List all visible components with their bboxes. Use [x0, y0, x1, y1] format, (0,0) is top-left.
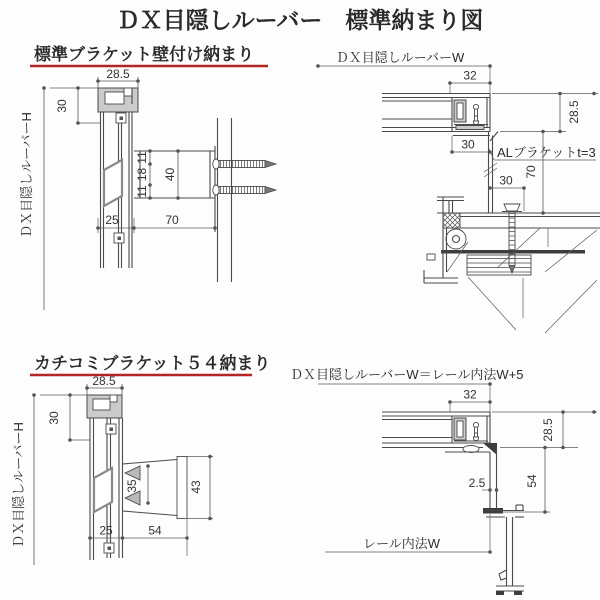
washer-icon — [446, 229, 466, 249]
axis-louver-h — [19, 86, 46, 310]
dim-cap-height — [40, 393, 90, 442]
dim-text-cap-height: 30 — [55, 99, 69, 113]
section-heading-wall-bracket: 標準ブラケット壁付け納まり — [34, 45, 255, 64]
al-bracket-note — [489, 145, 596, 160]
frame-cap-profile — [98, 88, 138, 112]
wall-bracket-drawing — [19, 44, 276, 310]
dim-louver-thickness — [492, 92, 598, 134]
mini-screw-icon — [473, 116, 478, 125]
rail-profile — [486, 505, 524, 595]
kachikomi-bracket-body — [123, 457, 188, 557]
dim-text-bracket-span: 40 — [163, 167, 177, 182]
screw-icon — [213, 159, 276, 169]
dim-cap-width — [96, 67, 140, 88]
dim-text-seg-bot: 11 — [135, 185, 149, 198]
screw-icon — [213, 185, 276, 195]
dim-text-frame-depth: 25 — [99, 523, 113, 538]
louver-w-bottom-drawing — [290, 367, 597, 595]
dim-cap-height — [50, 86, 100, 125]
louver-w-formula-label: ＤＸ目隠しルーバーW＝レール内法W+5 — [290, 367, 524, 382]
louver-section — [382, 94, 498, 142]
dim-text-louver-thickness: 28.5 — [567, 100, 581, 124]
mini-screw-icon — [473, 433, 478, 441]
dim-text-cap-height: 30 — [47, 411, 61, 425]
frame-profile — [101, 112, 133, 268]
joist-block — [467, 255, 531, 275]
dim-end-inset — [448, 69, 492, 94]
dim-text-bracket-inset: 30 — [461, 137, 475, 152]
dim-text-louver-thickness: 28.5 — [541, 418, 555, 442]
axis-louver-h — [11, 393, 36, 565]
dim-drop — [502, 446, 550, 514]
dim-bracket-height — [187, 455, 213, 521]
dim-depths — [96, 213, 217, 233]
louver-slot-hole — [104, 160, 122, 206]
al-bracket-plate — [484, 132, 497, 214]
frame-cap-profile — [87, 395, 122, 418]
dim-end-inset — [448, 388, 492, 413]
dim-bracket-drop — [524, 130, 545, 215]
dim-text-end-inset: 32 — [463, 387, 477, 402]
axis-label-louver-h: ＤＸ目隠しルーバーH — [19, 112, 34, 238]
louver-slot-hole — [94, 468, 112, 512]
al-bracket-note-text: ALブラケットt=3 — [497, 145, 596, 160]
dim-text-drop: 54 — [525, 474, 539, 488]
dim-text-wall-offset: 70 — [165, 213, 179, 227]
mini-screw-icon — [473, 104, 478, 116]
louver-section — [382, 412, 490, 453]
rail-label-text: レール内法W — [363, 536, 441, 551]
louver-w-rail-label — [290, 367, 523, 412]
dim-text-anchor-offset: 30 — [499, 173, 513, 188]
wall-lines — [218, 118, 232, 282]
section-heading-kachikomi: カチコミブラケット５４納まり — [34, 354, 271, 373]
snap-tooth — [125, 466, 140, 480]
dim-text-cap-width: 28.5 — [92, 374, 116, 388]
dim-text-frame-depth: 25 — [105, 213, 119, 227]
dim-depths — [88, 524, 189, 540]
mini-screw-icon — [473, 422, 478, 434]
dim-plate-thickness — [469, 476, 499, 492]
dim-text-bracket-height: 43 — [189, 480, 203, 494]
dim-text-end-inset: 32 — [463, 68, 477, 83]
louver-w-top-drawing — [316, 50, 600, 333]
page-title: ＤＸ目隠しルーバー 標準納まり図 — [116, 7, 484, 33]
dim-text-bracket-depth: 54 — [148, 523, 162, 538]
rail-inner-width-label — [325, 514, 492, 554]
frame-profile — [90, 418, 123, 560]
axis-label-louver-h: ＤＸ目隠しルーバーH — [11, 422, 26, 548]
dim-bracket-inset — [450, 136, 492, 154]
dim-text-plate-thickness: 2.5 — [468, 476, 486, 490]
dim-text-bracket-drop: 70 — [524, 165, 538, 179]
louver-w-label: ＤＸ目隠しルーバーW — [335, 50, 465, 65]
dim-text-tooth-span: 35 — [125, 479, 139, 493]
dim-louver-thickness — [492, 410, 597, 449]
dim-text-seg-top: 11 — [135, 151, 149, 164]
dim-text-cap-width: 28.5 — [106, 67, 130, 81]
dim-cap-width — [85, 374, 124, 395]
dim-bracket-segments — [135, 149, 180, 200]
kachikomi-drawing — [11, 353, 270, 565]
hatch-block — [443, 213, 460, 228]
dim-text-seg-mid: 18 — [135, 167, 149, 182]
